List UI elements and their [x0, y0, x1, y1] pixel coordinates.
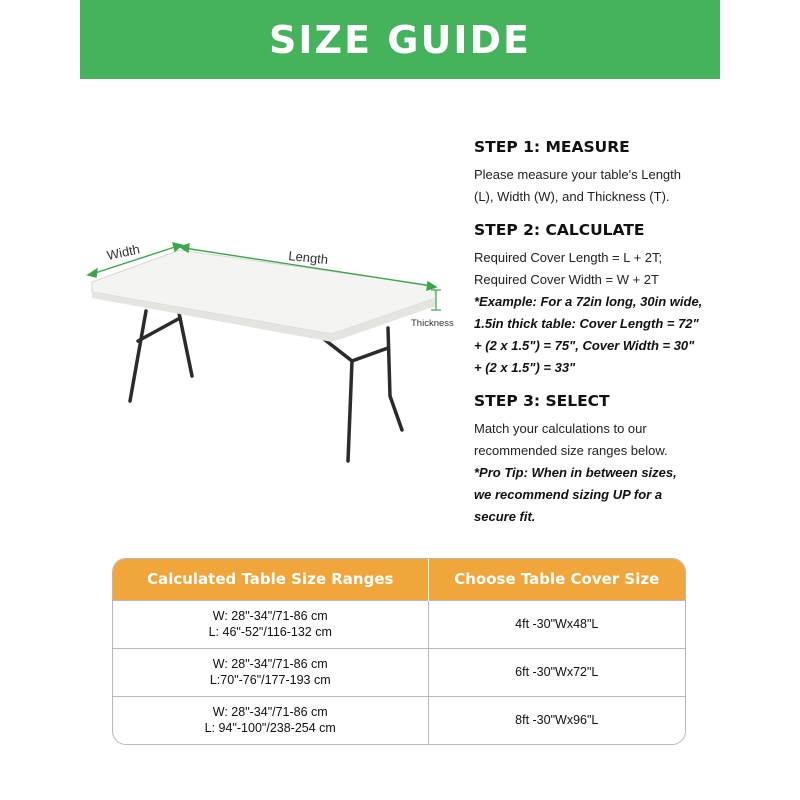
example-line: *Example: For a 72in long, 30in wide,: [474, 294, 703, 309]
size-range-cell: [113, 696, 428, 744]
step-heading: STEP 1: MEASURE: [474, 138, 630, 156]
size-range-cell: [113, 648, 428, 696]
size-chart-table: [112, 558, 686, 745]
table-row: [113, 648, 685, 696]
thickness-label: Thickness: [411, 318, 454, 329]
size-range-cell: [113, 600, 428, 648]
width-range: W: 28"-34"/71-86 cm: [212, 657, 328, 671]
column-header-size-ranges: Calculated Table Size Ranges: [113, 559, 428, 600]
table-leg: [388, 328, 402, 430]
step-line: recommended size ranges below.: [474, 443, 668, 458]
table-row: [113, 600, 685, 648]
table-leg: [320, 336, 352, 461]
page-title: SIZE GUIDE: [269, 17, 531, 62]
cover-size-cell: 8ft -30"Wx96"L: [428, 696, 685, 744]
step-line: Required Cover Width = W + 2T: [474, 272, 659, 287]
header-banner: [80, 0, 720, 79]
step-line: (L), Width (W), and Thickness (T).: [474, 189, 670, 204]
folding-table-diagram: [80, 236, 460, 476]
step-heading: STEP 3: SELECT: [474, 392, 610, 410]
example-line: + (2 x 1.5") = 75", Cover Width = 30": [474, 338, 695, 353]
width-range: W: 28"-34"/71-86 cm: [212, 705, 328, 720]
example-line: 1.5in thick table: Cover Length = 72": [474, 316, 699, 331]
step-line: Please measure your table's Length: [474, 167, 681, 182]
table-row: [113, 696, 685, 744]
cover-size-cell: 4ft -30"Wx48"L: [428, 600, 685, 648]
length-range: L: 94"-100"/238-254 cm: [204, 721, 336, 736]
tip-line: *Pro Tip: When in between sizes,: [474, 465, 677, 480]
length-range: L:70"-76"/177-193 cm: [209, 673, 331, 687]
tip-line: we recommend sizing UP for a: [474, 487, 663, 502]
step-line: Match your calculations to our: [474, 421, 647, 436]
column-header-cover-size: Choose Table Cover Size: [428, 559, 685, 600]
step-calculate: [474, 221, 724, 379]
table-illustration: [80, 236, 460, 476]
step-measure: [474, 138, 724, 208]
step-heading: STEP 2: CALCULATE: [474, 221, 645, 239]
length-label: Length: [287, 248, 329, 268]
step-line: Required Cover Length = L + 2T;: [474, 250, 663, 265]
width-label: Width: [105, 241, 142, 263]
width-range: W: 28"-34"/71-86 cm: [212, 609, 328, 623]
length-range: L: 46"-52"/116-132 cm: [208, 625, 332, 639]
step-select: [474, 392, 724, 528]
cover-size-cell: 6ft -30"Wx72"L: [428, 648, 685, 696]
table-leg: [130, 311, 146, 401]
tip-line: secure fit.: [474, 509, 536, 524]
example-line: + (2 x 1.5") = 33": [474, 360, 576, 375]
steps-section: [474, 138, 724, 541]
